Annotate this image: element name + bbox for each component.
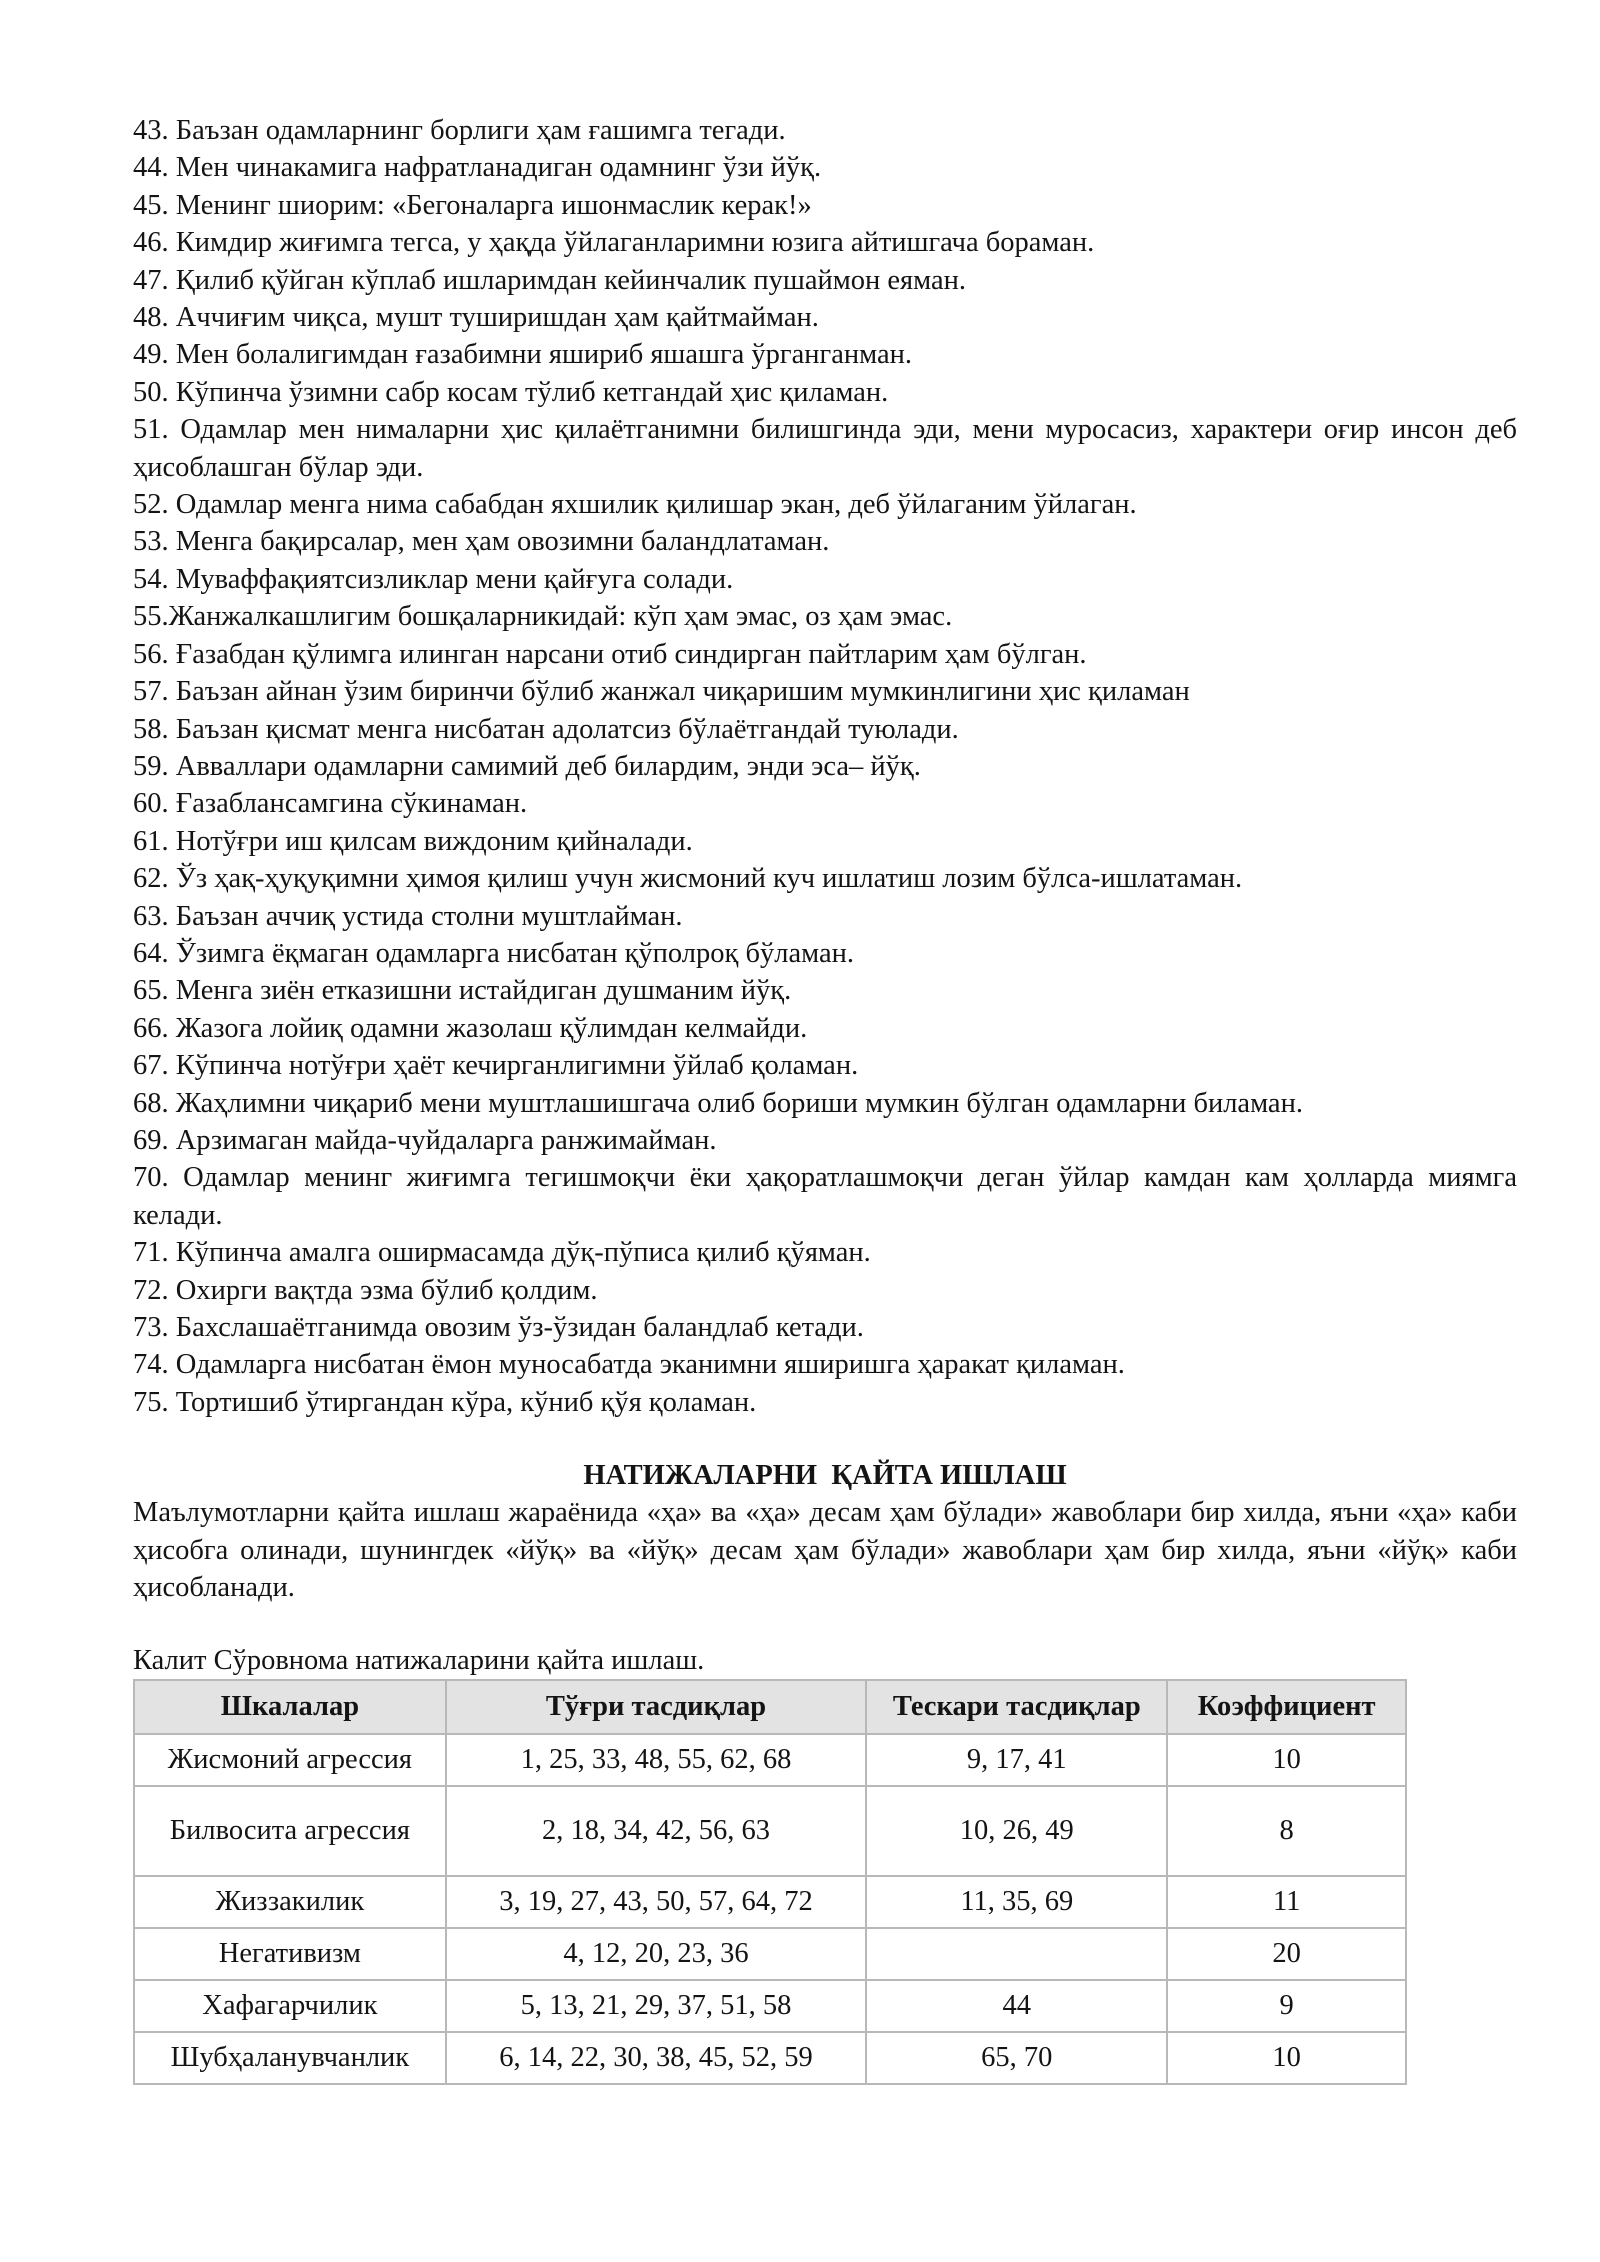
list-item: 69. Арзимаган майда-чуйдаларга ранжимайман. <box>133 1124 717 1156</box>
cell-reverse: 65, 70 <box>866 2032 1167 2084</box>
cell-reverse <box>866 1928 1167 1980</box>
list-item: 71. Кўпинча амалга оширмасамда дўқ-пўписа қилиб қўяман. <box>133 1237 871 1269</box>
cell-coefficient: 10 <box>1167 1734 1406 1786</box>
cell-coefficient: 8 <box>1167 1786 1406 1876</box>
cell-direct: 3, 19, 27, 43, 50, 57, 64, 72 <box>446 1876 867 1928</box>
table-row <box>134 1734 1406 1786</box>
cell-coefficient: 9 <box>1167 1980 1406 2032</box>
list-item: 56. Ғазабдан қўлимга илинган нарсани отиб синдирган пайтларим ҳам бўлган. <box>133 638 1087 670</box>
cell-coefficient: 10 <box>1167 2032 1406 2084</box>
cell-coefficient: 20 <box>1167 1928 1406 1980</box>
cell-direct: 5, 13, 21, 29, 37, 51, 58 <box>446 1980 867 2032</box>
list-item: 46. Кимдир жиғимга тегса, у ҳақда ўйлаганларимни юзига айтишгача бораман. <box>133 227 1095 259</box>
table-row <box>134 1876 1406 1928</box>
list-item: 75. Тортишиб ўтиргандан кўра, кўниб қўя қоламан. <box>133 1386 757 1418</box>
list-item: 50. Кўпинча ўзимни сабр косам тўлиб кетгандай ҳис қиламан. <box>133 376 889 408</box>
header-direct-items: Тўғри тасдиқлар <box>446 1680 867 1734</box>
list-item: 67. Кўпинча нотўғри ҳаёт кечирганлигимни ўйлаб қоламан. <box>133 1050 859 1082</box>
list-item: 47. Қилиб қўйган кўплаб ишларимдан кейинчалик пушаймон еяман. <box>133 264 967 296</box>
list-item: 59. Авваллари одамларни самимий деб билардим, энди эса– йўқ. <box>133 750 921 782</box>
list-item: 55.Жанжалкашлигим бошқаларникидай: кўп ҳам эмас, оз ҳам эмас. <box>133 601 953 633</box>
list-item: 48. Аччиғим чиқса, мушт туширишдан ҳам қайтмайман. <box>133 302 819 334</box>
list-item: 66. Жазога лойиқ одамни жазолаш қўлимдан келмайди. <box>133 1012 808 1044</box>
list-item: 54. Муваффақиятсизликлар мени қайғуга солади. <box>133 563 734 595</box>
list-item: 68. Жаҳлимни чиқариб мени муштлашишгача олиб бориши мумкин бўлган одамларни биламан. <box>133 1087 1303 1119</box>
cell-coefficient: 11 <box>1167 1876 1406 1928</box>
list-item: 65. Менга зиён етказишни истайдиган душманим йўқ. <box>133 975 792 1007</box>
header-coefficient: Коэффициент <box>1167 1680 1406 1734</box>
list-item: 52. Одамлар менга нима сабабдан яхшилик қилишар экан, деб ўйлаганим ўйлаган. <box>133 489 1137 521</box>
cell-reverse: 10, 26, 49 <box>866 1786 1167 1876</box>
cell-reverse: 44 <box>866 1980 1167 2032</box>
list-item: 64. Ўзимга ёқмаган одамларга нисбатан қўполроқ бўламан. <box>133 937 854 969</box>
header-scales: Шкалалар <box>134 1680 446 1734</box>
document-content <box>133 112 1517 2085</box>
cell-reverse: 9, 17, 41 <box>866 1734 1167 1786</box>
table-row <box>134 2032 1406 2084</box>
list-item: 61. Нотўғри иш қилсам виждоним қийналади. <box>133 825 693 857</box>
list-item: 72. Охирги вақтда эзма бўлиб қолдим. <box>133 1274 598 1306</box>
table-header-row <box>134 1680 1406 1734</box>
cell-direct: 4, 12, 20, 23, 36 <box>446 1928 867 1980</box>
cell-direct: 2, 18, 34, 42, 56, 63 <box>446 1786 867 1876</box>
cell-scale: Негативизм <box>134 1928 446 1980</box>
list-item: 53. Менга бақирсалар, мен ҳам овозимни баландлатаман. <box>133 526 830 558</box>
cell-scale: Шубҳаланувчанлик <box>134 2032 446 2084</box>
list-item: 58. Баъзан қисмат менга нисбатан адолатсиз бўлаётгандай туюлади. <box>133 713 959 745</box>
list-item: 73. Бахслашаётганимда овозим ўз-ўзидан баландлаб кетади. <box>133 1312 864 1343</box>
scoring-key-table <box>133 1679 1407 2085</box>
questionnaire-items <box>133 112 1517 1421</box>
cell-scale: Жисмоний агрессия <box>134 1734 446 1786</box>
list-item: 74. Одамларга нисбатан ёмон муносабатда эканимни яширишга ҳаракат қиламан. <box>133 1349 1125 1381</box>
processing-paragraph: Маълумотларни қайта ишлаш жараёнида «ҳа» ва «ҳа» десам ҳам бўлади» жавоблари бир хилда, яъни «ҳа» каби ҳисобга олинади, шунингдек «йўқ» ва «йўқ» десам ҳам бўлади» жавоблари ҳам бир хилда, яъни «йўқ» каби ҳисобланади. <box>133 1497 1517 1604</box>
list-item: 43. Баъзан одамларнинг борлиги ҳам ғашимга тегади. <box>133 115 786 146</box>
list-item: 45. Менинг шиорим: «Бегоналарга ишонмаслик керак!» <box>133 189 812 221</box>
list-item: 44. Мен чинакамига нафратланадиган одамнинг ўзи йўқ. <box>133 152 822 184</box>
section-title: НАТИЖАЛАРНИ ҚАЙТА ИШЛАШ <box>583 1460 1067 1492</box>
table-row <box>134 1928 1406 1980</box>
table-row <box>134 1980 1406 2032</box>
cell-reverse: 11, 35, 69 <box>866 1876 1167 1928</box>
cell-scale: Билвосита агрессия <box>134 1786 446 1876</box>
list-item: 63. Баъзан аччиқ устида столни муштлайман. <box>133 900 683 932</box>
table-row <box>134 1786 1406 1876</box>
cell-scale: Жиззакилик <box>134 1876 446 1928</box>
header-reverse-items: Тескари тасдиқлар <box>866 1680 1167 1734</box>
list-item: 57. Баъзан айнан ўзим биринчи бўлиб жанжал чиқаришим мумкинлигини ҳис қиламан <box>133 676 1190 708</box>
cell-scale: Хафагарчилик <box>134 1980 446 2032</box>
cell-direct: 1, 25, 33, 48, 55, 62, 68 <box>446 1734 867 1786</box>
list-item: 70. Одамлар менинг жиғимга тегишмоқчи ёки ҳақоратлашмоқчи деган ўйлар камдан кам ҳолларда миямга келади. <box>133 1162 1517 1231</box>
table-caption: Калит Сўровнома натижаларини қайта ишлаш. <box>133 1644 705 1676</box>
list-item: 62. Ўз ҳақ-ҳуқуқимни ҳимоя қилиш учун жисмоний куч ишлатиш лозим бўлса-ишлатаман. <box>133 863 1243 895</box>
cell-direct: 6, 14, 22, 30, 38, 45, 52, 59 <box>446 2032 867 2084</box>
list-item: 51. Одамлар мен нималарни ҳис қилаётганимни билишгинда эди, мени муросасиз, характери оғир инсон деб ҳисоблашган бўлар эди. <box>133 414 1517 483</box>
list-item: 49. Мен болалигимдан ғазабимни яшириб яшашга ўрганганман. <box>133 339 912 371</box>
list-item: 60. Ғазаблансамгина сўкинаман. <box>133 788 528 820</box>
